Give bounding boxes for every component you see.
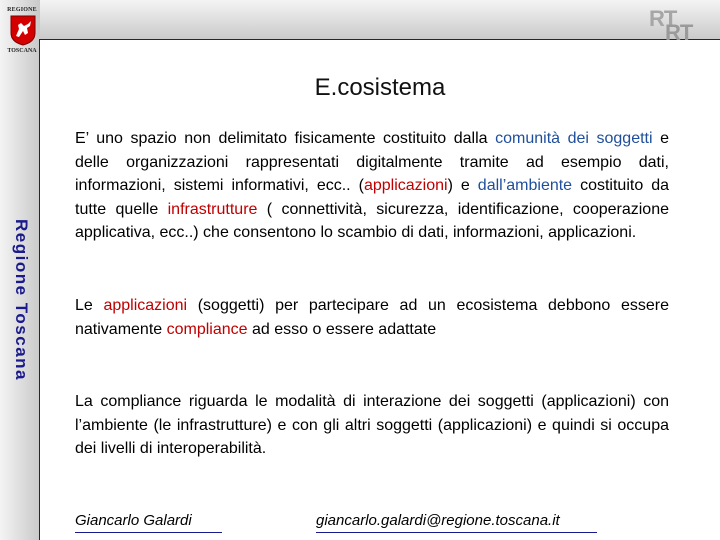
paragraph-applicazioni: Le applicazioni (soggetti) per partecipare ad un ecosistema debbono essere nativamente compliance ad esso o essere adattate — [75, 297, 669, 338]
pegasus-shield-icon — [10, 15, 36, 46]
footer-email-underline — [316, 532, 597, 533]
side-label: Regione Toscana — [12, 219, 31, 381]
highlight-applicazioni: applicazioni — [363, 177, 448, 194]
highlight-applicazioni-2: applicazioni — [103, 297, 188, 314]
rt-mark-top: RT — [649, 6, 677, 31]
frame-line-vertical — [39, 39, 40, 540]
rt-mark-bottom: RT — [665, 20, 693, 45]
paragraph-compliance: La compliance riguarda le modalità di interazione dei soggetti (applicazioni) con l’ambiente (le infrastrutture) e con gli altri soggetti (applicazioni) e quindi si occupa dei livelli di interoperabilità. — [75, 393, 669, 457]
highlight-comunita: comunità dei soggetti — [495, 130, 653, 147]
logo-text-bottom: TOSCANA — [7, 48, 37, 54]
frame-line-horizontal — [40, 39, 720, 40]
logo-text-top: REGIONE — [7, 7, 37, 13]
footer-email: giancarlo.galardi@regione.toscana.it — [316, 512, 560, 529]
footer-author-underline — [75, 532, 222, 533]
top-band — [0, 0, 720, 40]
highlight-ambiente: dall’ambiente — [477, 177, 573, 194]
slide-title: E.cosistema — [314, 74, 446, 101]
paragraph-definition: E’ uno spazio non delimitato fisicamente costituito dalla comunità dei soggetti e delle organizzazioni rappresentati digitalmente tramite ad esempio dati, informazioni, sistemi informativi, ecc.. (applicazioni) e dall’ambiente costituito da tutte quelle infrastrutture ( connettività, sicurezza, identificazione, cooperazione applicativa, ecc..) che consentono lo scambio di dati, informazioni, applicazioni. — [75, 130, 670, 241]
highlight-infrastrutture: infrastrutture — [167, 200, 258, 218]
regione-toscana-logo — [2, 2, 40, 54]
footer-author: Giancarlo Galardi — [75, 512, 192, 529]
highlight-compliance: compliance — [166, 320, 248, 338]
